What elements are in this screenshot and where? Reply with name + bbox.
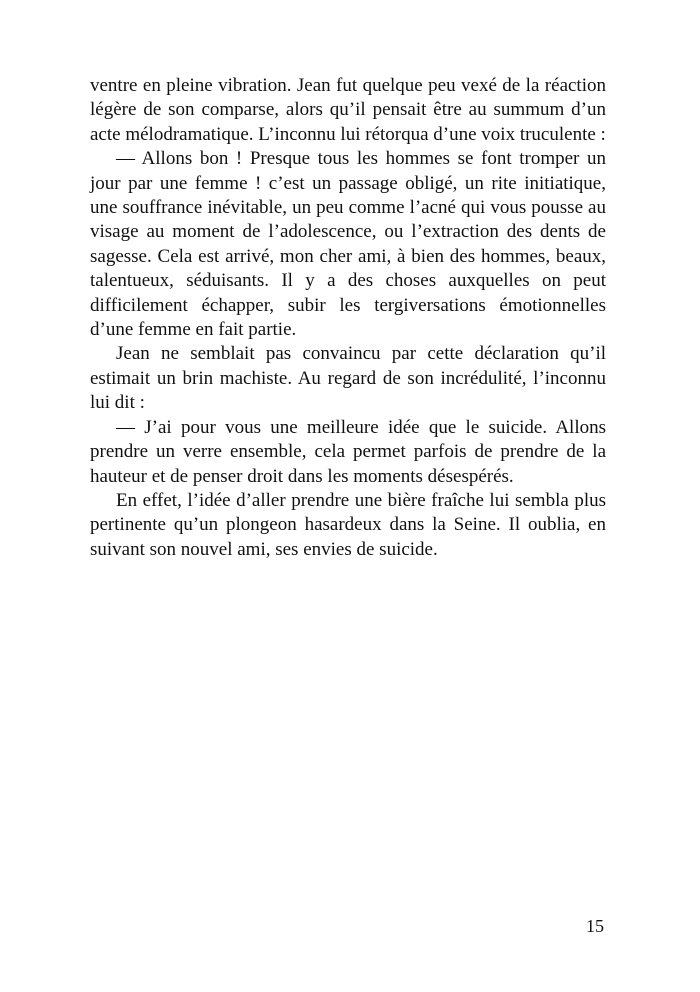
paragraph-1: ventre en pleine vibration. Jean fut quelque peu vexé de la réaction légère de son comparse, alors qu’il pensait être au summum d’un acte mélodramatique. L’inconnu lui rétorqua d’une voix truculente :: [90, 75, 606, 145]
paragraph-5: En effet, l’idée d’aller prendre une bière fraîche lui sembla plus pertinente qu’un plongeon hasardeux dans la Seine. Il oublia, en suivant son nouvel ami, ses envies de suicide.: [90, 489, 606, 560]
paragraph-2: — Allons bon ! Presque tous les hommes se font tromper un jour par une femme ! c’est un passage obligé, un rite initiatique, une souffrance inévitable, un peu comme l’acné qui vous pousse au visage au moment de l’adolescence, ou l’extraction des dents de sagesse. Cela est arrivé, mon cher ami, à bien des hommes, beaux, talentueux, séduisants. Il y a des choses auxquelles on peut difficilement échapper, subir les tergiversations émotionnelles d’une femme en fait partie.: [90, 148, 606, 341]
paragraph-4: — J’ai pour vous une meilleure idée que le suicide. Allons prendre un verre ensemble, cela permet parfois de prendre de la hauteur et de penser droit dans les moments désespérés.: [90, 416, 606, 487]
body-text: [90, 74, 606, 562]
paragraph-3: Jean ne semblait pas convaincu par cette déclaration qu’il estimait un brin machiste. Au regard de son incrédulité, l’inconnu lui dit :: [90, 343, 606, 414]
page-number: 15: [586, 916, 604, 936]
